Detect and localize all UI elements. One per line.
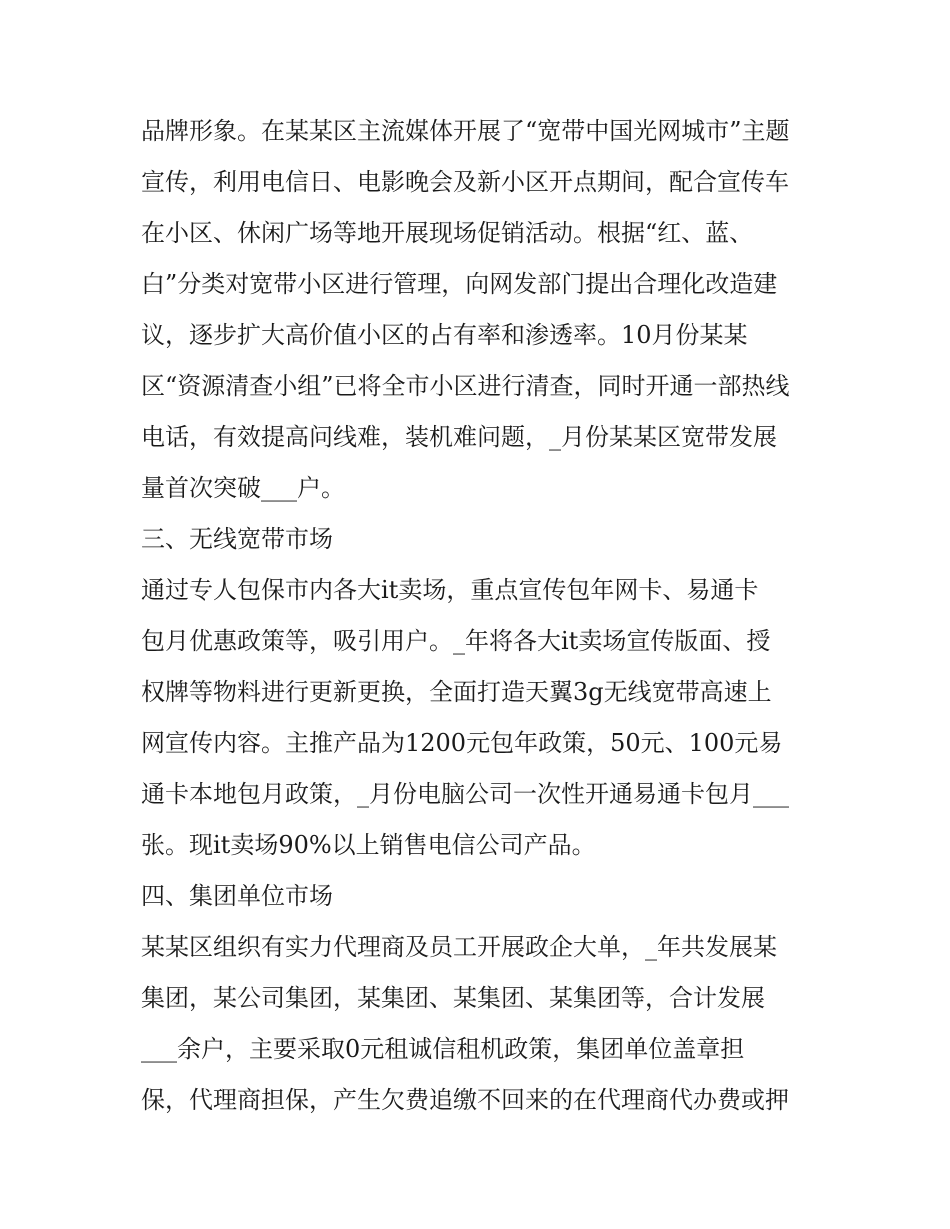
body-line: 某某区组织有实力代理商及员工开展政企大单，_年共发展某 <box>141 933 777 961</box>
body-line: 电话，有效提高问线难，装机难问题，_月份某某区宽带发展 <box>141 423 777 451</box>
body-line: 宣传，利用电信日、电影晚会及新小区开点期间，配合宣传车 <box>141 168 789 196</box>
body-line: 在小区、休闲广场等地开展现场促销活动。根据“红、蓝、 <box>141 219 754 247</box>
document-body <box>141 106 821 1126</box>
body-line: 量首次突破___户。 <box>141 474 345 502</box>
body-line: 议，逐步扩大高价值小区的占有率和渗透率。10月份某某 <box>141 321 748 349</box>
body-line: 权牌等物料进行更新更换，全面打造天翼3g无线宽带高速上 <box>141 678 772 706</box>
section-heading-group-units: 四、集团单位市场 <box>141 882 333 910</box>
body-line: 品牌形象。在某某区主流媒体开展了“宽带中国光网城市”主题 <box>141 117 790 145</box>
section-heading-wireless-broadband: 三、无线宽带市场 <box>141 525 333 553</box>
body-line: 通卡本地包月政策，_月份电脑公司一次性开通易通卡包月___ <box>141 780 789 808</box>
body-line: ___余户，主要采取0元租诚信租机政策，集团单位盖章担 <box>141 1035 745 1063</box>
body-line: 集团，某公司集团，某集团、某集团、某集团等，合计发展 <box>141 984 765 1012</box>
body-line: 白”分类对宽带小区进行管理，向网发部门提出合理化改造建 <box>141 270 778 298</box>
body-line: 张。现it卖场90%以上销售电信公司产品。 <box>141 831 596 859</box>
body-line: 保，代理商担保，产生欠费追缴不回来的在代理商代办费或押 <box>141 1086 789 1114</box>
body-line: 区“资源清查小组”已将全市小区进行清查，同时开通一部热线 <box>141 372 790 400</box>
body-line: 包月优惠政策等，吸引用户。_年将各大it卖场宣传版面、授 <box>141 627 771 655</box>
body-line: 网宣传内容。主推产品为1200元包年政策，50元、100元易 <box>141 729 783 757</box>
body-line: 通过专人包保市内各大it卖场，重点宣传包年网卡、易通卡 <box>141 576 759 604</box>
